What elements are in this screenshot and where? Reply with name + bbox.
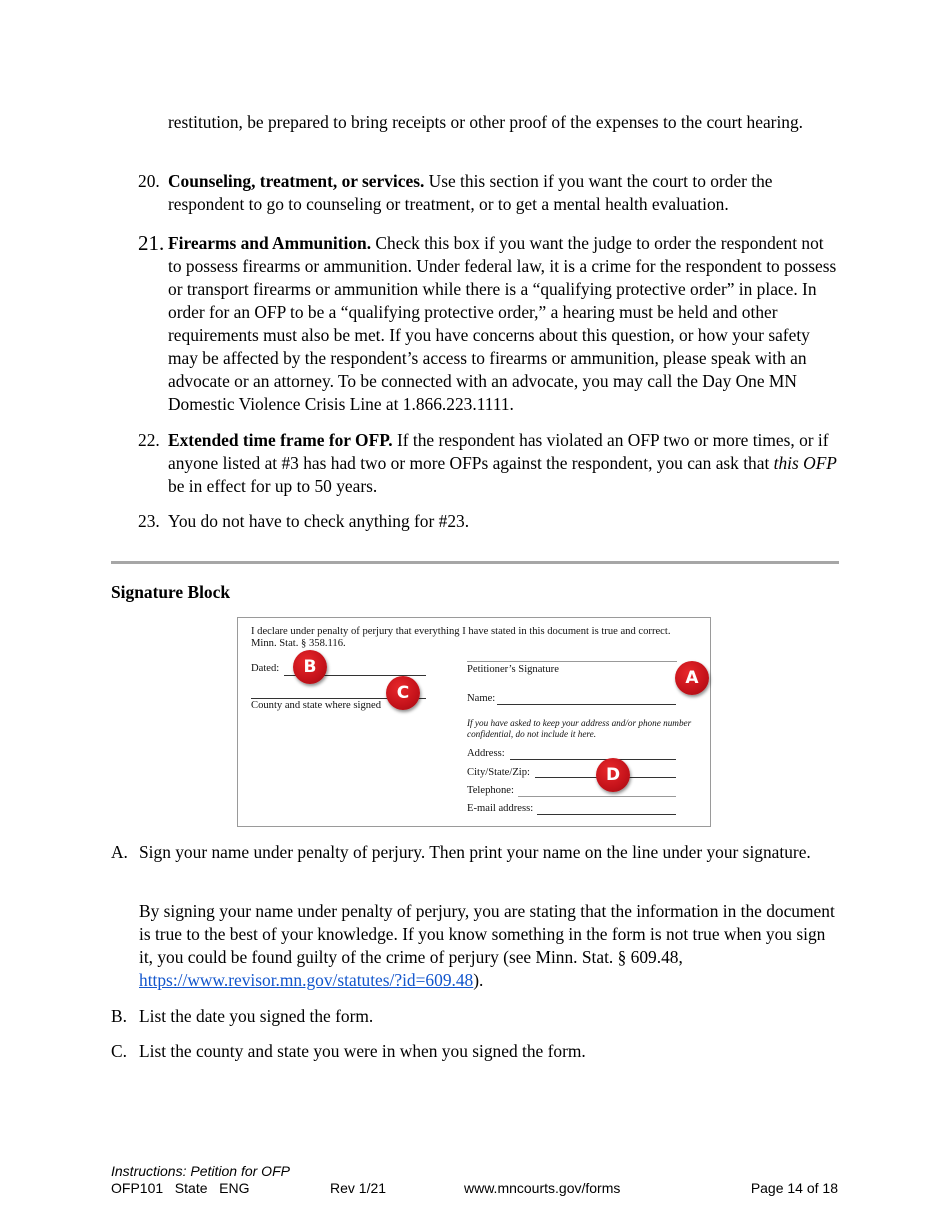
paragraph-text: By signing your name under penalty of perjury, you are stating that the information in the document is true to the best of your knowledge. If you know something in the form is not true when you sign it, you could be found guilty of the crime of perjury (see Minn. Stat. § 609.48, xyxy=(139,901,835,967)
instruction-c xyxy=(111,1040,838,1063)
signature-block-heading: Signature Block xyxy=(111,582,231,602)
footer-url: www.mncourts.gov/forms xyxy=(464,1180,621,1196)
marker-d: D xyxy=(596,758,630,792)
item-number: 21. xyxy=(138,231,165,255)
telephone-line xyxy=(518,796,676,797)
item-letter: C. xyxy=(111,1041,127,1061)
item-text: List the county and state you were in when you signed the form. xyxy=(139,1041,586,1061)
instruction-a xyxy=(111,841,838,864)
item-letter: A. xyxy=(111,842,128,862)
petitioner-signature-label: Petitioner’s Signature xyxy=(467,664,559,675)
item-title: Extended time frame for OFP. xyxy=(168,430,393,450)
address-line xyxy=(510,759,676,760)
signature-line xyxy=(467,661,677,662)
item-text: List the date you signed the form. xyxy=(139,1006,374,1026)
name-label: Name: xyxy=(467,693,496,704)
city-state-zip-label: City/State/Zip: xyxy=(467,767,530,778)
list-item-22 xyxy=(138,429,838,498)
marker-c: C xyxy=(386,676,420,710)
statute-link[interactable]: https://www.revisor.mn.gov/statutes/?id=609.48 xyxy=(139,970,474,990)
declaration-text: I declare under penalty of perjury that everything I have stated in this document is true and correct. Minn. Stat. § 358.116. xyxy=(251,626,671,649)
instruction-b xyxy=(111,1005,838,1028)
item-text: Use this section if you want the court to order the respondent to go to counseling or treatment, or to get a mental health evaluation. xyxy=(168,171,773,214)
item-title: Firearms and Ammunition. xyxy=(168,233,372,253)
item-title: Counseling, treatment, or services. xyxy=(168,171,425,191)
marker-a: A xyxy=(675,661,709,695)
telephone-label: Telephone: xyxy=(467,785,514,796)
continuation-text: restitution, be prepared to bring receipts or other proof of the expenses to the court hearing. xyxy=(168,112,804,132)
confidential-note: If you have asked to keep your address and/or phone number confidential, do not include it here. xyxy=(467,718,692,739)
footer-revision: Rev 1/21 xyxy=(330,1180,387,1196)
list-item-23 xyxy=(138,510,838,533)
footer-page-number: Page 14 of 18 xyxy=(750,1180,838,1196)
name-line xyxy=(497,704,676,705)
signature-block-sample xyxy=(237,617,711,827)
marker-b: B xyxy=(293,650,327,684)
paragraph-end: ). xyxy=(473,970,484,990)
dated-label: Dated: xyxy=(251,663,280,674)
email-line xyxy=(537,814,676,815)
section-divider xyxy=(111,561,839,564)
list-item-21 xyxy=(138,232,838,416)
item-text-end: be in effect for up to 50 years. xyxy=(168,476,378,496)
email-label: E-mail address: xyxy=(467,803,534,814)
perjury-paragraph xyxy=(111,900,838,992)
footer-form-id: OFP101 State ENG xyxy=(111,1180,250,1196)
item-text: Sign your name under penalty of perjury. Then print your name on the line under your signature. xyxy=(139,842,811,862)
item-text: If the respondent has violated an OFP two or more times, or if anyone listed at #3 has had two or more OFPs against the respondent, you can ask that xyxy=(168,430,829,473)
item-number: 20. xyxy=(138,171,160,191)
item-number: 23. xyxy=(138,511,160,531)
item-number: 22. xyxy=(138,430,160,450)
address-label: Address: xyxy=(467,748,505,759)
item-text: Check this box if you want the judge to order the respondent not to possess firearms or ammunition. Under federal law, it is a crime for the respondent to possess or transport firearms or ammunition while there is a “qualifying protective order” in place. In order for an OFP to be a “qualifying protective order,” a hearing must be held and other requirements must also be met. If you have concerns about this question, or how your safety may be affected by the respondent’s access to firearms or ammunition, please speak with an advocate or an attorney. To be connected with an advocate, you may call the Day One MN Domestic Violence Crisis Line at 1.866.223.1111. xyxy=(168,233,837,414)
footer-title: Instructions: Petition for OFP xyxy=(111,1163,290,1179)
item-letter: B. xyxy=(111,1006,127,1026)
item-emphasis: this OFP xyxy=(773,453,837,473)
list-item-20 xyxy=(138,170,838,216)
item-text: You do not have to check anything for #23. xyxy=(168,511,470,531)
county-label: County and state where signed xyxy=(251,700,382,711)
